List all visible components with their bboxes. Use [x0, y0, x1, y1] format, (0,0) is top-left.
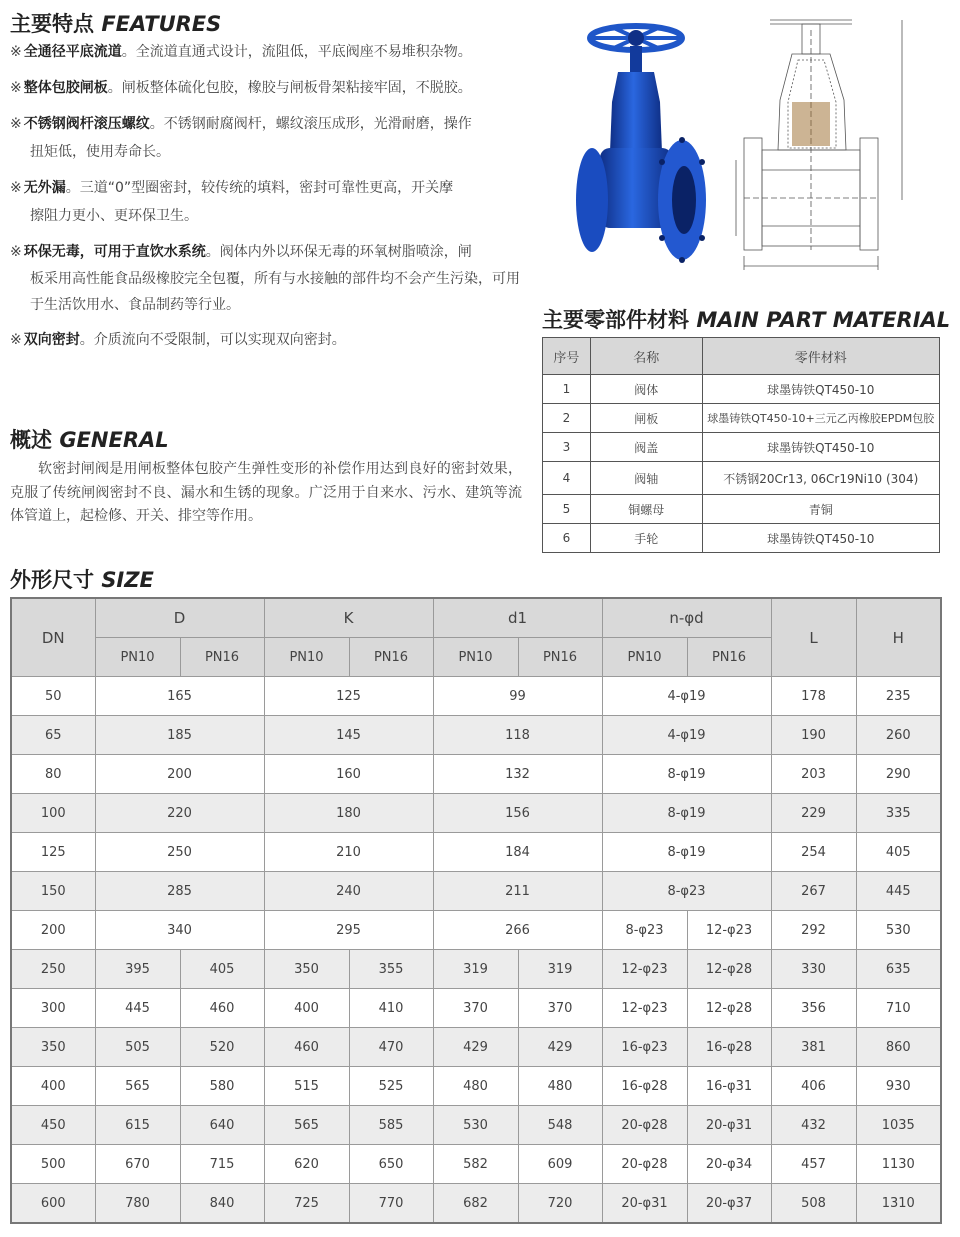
material-spec: 球墨铸铁QT450-10 [702, 524, 939, 553]
size-d: 340 [95, 911, 264, 950]
size-h: 445 [856, 872, 941, 911]
material-no: 3 [543, 433, 591, 462]
material-no: 2 [543, 404, 591, 433]
size-h: 290 [856, 755, 941, 794]
size-bolts-pn10: 12-φ23 [602, 950, 687, 989]
size-d1-pn10: 370 [433, 989, 518, 1028]
size-bolts-pn10: 20-φ31 [602, 1184, 687, 1224]
size-l: 190 [771, 716, 856, 755]
size-k-pn10: 515 [264, 1067, 349, 1106]
size-d-pn16: 405 [180, 950, 264, 989]
size-d1-pn16: 548 [518, 1106, 602, 1145]
handwheel-hub [628, 30, 644, 46]
size-d-pn10: 395 [95, 950, 180, 989]
size-d1-pn16: 370 [518, 989, 602, 1028]
size-bolts-pn10: 12-φ23 [602, 989, 687, 1028]
general-paragraph: 软密封闸阀是用闸板整体包胶产生弹性变形的补偿作用达到良好的密封效果，克服了传统闸阀密封不良、漏水和生锈的现象。广泛用于自来水、污水、建筑等流体管道上，起检修、开关、排空等作用。 [10, 461, 522, 524]
feature-title: 整体包胶闸板 [23, 80, 108, 96]
size-d1-pn10: 530 [433, 1106, 518, 1145]
bolt-hole [679, 137, 685, 143]
table-row [543, 375, 940, 404]
size-k: 125 [264, 677, 433, 716]
material-heading-cn: 主要零部件材料 [542, 308, 689, 332]
size-bolts-pn16: 16-φ28 [687, 1028, 771, 1067]
material-part: 阀轴 [590, 462, 702, 495]
size-table [10, 597, 942, 1224]
size-h: 530 [856, 911, 941, 950]
size-d-pn10: 670 [95, 1145, 180, 1184]
size-dn: 250 [11, 950, 95, 989]
size-k-pn16: 770 [349, 1184, 433, 1224]
size-d-pn10: 780 [95, 1184, 180, 1224]
size-l: 406 [771, 1067, 856, 1106]
size-l: 356 [771, 989, 856, 1028]
size-d: 220 [95, 794, 264, 833]
drawing-flange-right [860, 138, 878, 250]
size-bolts: 8-φ19 [602, 833, 771, 872]
material-table [542, 337, 940, 553]
size-l: 508 [771, 1184, 856, 1224]
size-k: 180 [264, 794, 433, 833]
size-bolts-pn16: 12-φ28 [687, 950, 771, 989]
size-d-pn16: 580 [180, 1067, 264, 1106]
feature-text: 。闸板整体硫化包胶，橡胶与闸板骨架粘接牢固，不脱胶。 [107, 80, 472, 96]
feature-continuation: 擦阻力更小、更环保卫生。 [30, 208, 198, 224]
material-no: 1 [543, 375, 591, 404]
size-d1-pn10: 319 [433, 950, 518, 989]
size-bolts: 4-φ19 [602, 677, 771, 716]
reference-mark: ※ [10, 244, 22, 260]
size-d: 285 [95, 872, 264, 911]
size-l: 178 [771, 677, 856, 716]
size-col-d: D [95, 598, 264, 638]
feature-item [10, 174, 532, 230]
feature-item [10, 326, 532, 354]
bolt-hole [699, 159, 705, 165]
reference-mark: ※ [10, 116, 22, 132]
size-d-pn16: 460 [180, 989, 264, 1028]
material-col-name: 名称 [590, 338, 702, 375]
size-dn: 300 [11, 989, 95, 1028]
reference-mark: ※ [10, 44, 22, 60]
size-dn: 500 [11, 1145, 95, 1184]
material-no: 6 [543, 524, 591, 553]
size-h: 1310 [856, 1184, 941, 1224]
size-d-pn16: 640 [180, 1106, 264, 1145]
size-dn: 150 [11, 872, 95, 911]
size-dn: 80 [11, 755, 95, 794]
material-part: 阀体 [590, 375, 702, 404]
size-bolts-pn16: 20-φ34 [687, 1145, 771, 1184]
general-heading [10, 424, 169, 454]
size-d1-pn16: 609 [518, 1145, 602, 1184]
size-d-pn16: 520 [180, 1028, 264, 1067]
size-k-pn10: 565 [264, 1106, 349, 1145]
size-col-nphd: n-φd [602, 598, 771, 638]
size-col-k: K [264, 598, 433, 638]
table-row [543, 433, 940, 462]
size-bolts-pn10: 20-φ28 [602, 1106, 687, 1145]
size-h: 1130 [856, 1145, 941, 1184]
size-bolts-pn16: 12-φ28 [687, 989, 771, 1028]
table-row [11, 677, 941, 716]
feature-item [10, 110, 532, 166]
feature-title: 不锈钢阀杆滚压螺纹 [23, 116, 150, 132]
size-bolts-pn16: 20-φ31 [687, 1106, 771, 1145]
size-k: 210 [264, 833, 433, 872]
size-dn: 100 [11, 794, 95, 833]
size-dn: 600 [11, 1184, 95, 1224]
feature-text: 。不锈钢耐腐阀杆，螺纹滚压成形，光滑耐磨，操作 [149, 116, 472, 132]
size-dn: 125 [11, 833, 95, 872]
size-d1: 132 [433, 755, 602, 794]
size-d1-pn10: 480 [433, 1067, 518, 1106]
size-l: 457 [771, 1145, 856, 1184]
size-bolts-pn10: 20-φ28 [602, 1145, 687, 1184]
drawing-gate-hatch [792, 102, 830, 146]
feature-title: 环保无毒，可用于直饮水系统 [23, 244, 206, 260]
reference-mark: ※ [10, 180, 22, 196]
material-no: 4 [543, 462, 591, 495]
size-d1-pn16: 480 [518, 1067, 602, 1106]
size-d: 185 [95, 716, 264, 755]
size-d1: 266 [433, 911, 602, 950]
size-h: 335 [856, 794, 941, 833]
material-heading [542, 304, 950, 334]
feature-text: 。全流道直通式设计，流阻低，平底阀座不易堆积杂物。 [121, 44, 472, 60]
material-part: 手轮 [590, 524, 702, 553]
size-heading-cn: 外形尺寸 [10, 568, 94, 592]
material-part: 闸板 [590, 404, 702, 433]
size-k-pn10: 725 [264, 1184, 349, 1224]
bolt-hole [659, 235, 665, 241]
feature-item [10, 74, 532, 102]
size-h: 710 [856, 989, 941, 1028]
size-d1: 156 [433, 794, 602, 833]
size-col-d1: d1 [433, 598, 602, 638]
size-pn10: PN10 [264, 638, 349, 677]
table-row [11, 989, 941, 1028]
size-l: 254 [771, 833, 856, 872]
table-row [11, 1028, 941, 1067]
size-table-body [11, 677, 941, 1224]
size-d: 165 [95, 677, 264, 716]
table-row [11, 1184, 941, 1224]
size-d: 200 [95, 755, 264, 794]
valve-photo [574, 12, 706, 268]
size-h: 930 [856, 1067, 941, 1106]
size-d-pn16: 715 [180, 1145, 264, 1184]
size-l: 229 [771, 794, 856, 833]
size-k: 240 [264, 872, 433, 911]
reference-mark: ※ [10, 80, 22, 96]
material-spec: 球墨铸铁QT450-10 [702, 375, 939, 404]
material-spec: 球墨铸铁QT450-10 [702, 433, 939, 462]
material-col-no: 序号 [543, 338, 591, 375]
table-row [543, 404, 940, 433]
size-k-pn10: 460 [264, 1028, 349, 1067]
feature-title: 双向密封 [23, 332, 80, 348]
table-row [11, 872, 941, 911]
material-spec: 不锈钢20Cr13, 06Cr19Ni10 (304) [702, 462, 939, 495]
size-heading-en: SIZE [101, 568, 154, 592]
size-dn: 65 [11, 716, 95, 755]
size-d1-pn16: 429 [518, 1028, 602, 1067]
size-dn: 350 [11, 1028, 95, 1067]
size-pn10: PN10 [95, 638, 180, 677]
size-d-pn10: 505 [95, 1028, 180, 1067]
table-row [11, 833, 941, 872]
size-h: 260 [856, 716, 941, 755]
material-heading-en: MAIN PART MATERIAL [696, 308, 951, 332]
general-heading-en: GENERAL [59, 428, 169, 452]
table-row [11, 1067, 941, 1106]
size-d1: 118 [433, 716, 602, 755]
features-heading-cn: 主要特点 [10, 12, 94, 36]
size-h: 635 [856, 950, 941, 989]
table-row [11, 1106, 941, 1145]
feature-title: 无外漏 [23, 180, 66, 196]
table-row [543, 462, 940, 495]
size-d1: 99 [433, 677, 602, 716]
bolt-hole [679, 257, 685, 263]
size-h: 1035 [856, 1106, 941, 1145]
size-d: 250 [95, 833, 264, 872]
bolt-hole [659, 159, 665, 165]
size-k-pn16: 355 [349, 950, 433, 989]
size-d1-pn16: 319 [518, 950, 602, 989]
size-bolts: 8-φ23 [602, 872, 771, 911]
material-col-material: 零件材料 [702, 338, 939, 375]
valve-bore [672, 166, 696, 234]
size-d-pn10: 615 [95, 1106, 180, 1145]
material-part: 阀盖 [590, 433, 702, 462]
table-row [11, 794, 941, 833]
drawing-flange-left [744, 138, 762, 250]
size-dn: 200 [11, 911, 95, 950]
size-dn: 50 [11, 677, 95, 716]
general-heading-cn: 概述 [10, 428, 52, 452]
size-k-pn10: 350 [264, 950, 349, 989]
features-heading [10, 8, 221, 38]
feature-continuation: 板采用高性能食品级橡胶完全包覆，所有与水接触的部件均不会产生污染，可用于生活饮用水、食品制药等行业。 [30, 271, 520, 313]
size-k-pn16: 650 [349, 1145, 433, 1184]
size-bolts: 8-φ19 [602, 794, 771, 833]
size-h: 235 [856, 677, 941, 716]
size-d-pn10: 445 [95, 989, 180, 1028]
valve-technical-drawing [732, 10, 910, 272]
material-spec: 青铜 [702, 495, 939, 524]
size-bolts-pn10: 16-φ23 [602, 1028, 687, 1067]
material-table-header [543, 338, 940, 375]
size-dn: 450 [11, 1106, 95, 1145]
size-bolts-pn16: 12-φ23 [687, 911, 771, 950]
size-d-pn16: 840 [180, 1184, 264, 1224]
feature-title: 全通径平底流道 [23, 44, 122, 60]
size-pn16: PN16 [349, 638, 433, 677]
size-d1: 184 [433, 833, 602, 872]
size-l: 432 [771, 1106, 856, 1145]
valve-stem [630, 46, 642, 72]
size-k-pn16: 470 [349, 1028, 433, 1067]
size-h: 860 [856, 1028, 941, 1067]
valve-bonnet [610, 72, 662, 152]
material-spec: 球墨铸铁QT450-10+三元乙丙橡胶EPDM包胶 [702, 404, 939, 433]
features-list [10, 38, 532, 362]
bolt-hole [699, 235, 705, 241]
table-row [11, 950, 941, 989]
size-l: 381 [771, 1028, 856, 1067]
table-row [543, 524, 940, 553]
size-k-pn16: 525 [349, 1067, 433, 1106]
size-heading [10, 564, 154, 594]
size-bolts: 8-φ19 [602, 755, 771, 794]
table-row [543, 495, 940, 524]
size-bolts-pn16: 20-φ37 [687, 1184, 771, 1224]
size-l: 203 [771, 755, 856, 794]
size-bolts: 4-φ19 [602, 716, 771, 755]
size-h: 405 [856, 833, 941, 872]
feature-item [10, 38, 532, 66]
feature-item [10, 238, 532, 318]
size-pn16: PN16 [518, 638, 602, 677]
size-k: 145 [264, 716, 433, 755]
reference-mark: ※ [10, 332, 22, 348]
size-pn10: PN10 [433, 638, 518, 677]
table-row [11, 755, 941, 794]
size-k: 160 [264, 755, 433, 794]
size-l: 267 [771, 872, 856, 911]
size-bolts-pn10: 16-φ28 [602, 1067, 687, 1106]
features-heading-en: FEATURES [101, 12, 222, 36]
size-k-pn10: 400 [264, 989, 349, 1028]
size-header-row [11, 598, 941, 638]
table-row [11, 716, 941, 755]
size-bolts-pn10: 8-φ23 [602, 911, 687, 950]
size-pn16: PN16 [687, 638, 771, 677]
table-row [11, 911, 941, 950]
size-pn10: PN10 [602, 638, 687, 677]
feature-continuation: 扭矩低，使用寿命长。 [30, 144, 170, 160]
size-col-l: L [771, 598, 856, 677]
size-d1-pn16: 720 [518, 1184, 602, 1224]
size-d1-pn10: 682 [433, 1184, 518, 1224]
size-l: 330 [771, 950, 856, 989]
size-pn16: PN16 [180, 638, 264, 677]
feature-text: 。三道“0”型圈密封，较传统的填料，密封可靠性更高，开关摩 [65, 180, 454, 196]
size-col-dn: DN [11, 598, 95, 677]
size-k: 295 [264, 911, 433, 950]
table-row [11, 1145, 941, 1184]
size-l: 292 [771, 911, 856, 950]
feature-text: 。介质流向不受限制，可以实现双向密封。 [79, 332, 346, 348]
size-d-pn10: 565 [95, 1067, 180, 1106]
feature-text: 。阀体内外以环保无毒的环氧树脂喷涂，闸 [205, 244, 472, 260]
size-bolts-pn16: 16-φ31 [687, 1067, 771, 1106]
size-dn: 400 [11, 1067, 95, 1106]
material-no: 5 [543, 495, 591, 524]
size-d1: 211 [433, 872, 602, 911]
size-k-pn16: 410 [349, 989, 433, 1028]
size-d1-pn10: 429 [433, 1028, 518, 1067]
material-part: 铜螺母 [590, 495, 702, 524]
size-k-pn10: 620 [264, 1145, 349, 1184]
size-col-h: H [856, 598, 941, 677]
valve-flange-left [576, 148, 608, 252]
size-d1-pn10: 582 [433, 1145, 518, 1184]
size-k-pn16: 585 [349, 1106, 433, 1145]
